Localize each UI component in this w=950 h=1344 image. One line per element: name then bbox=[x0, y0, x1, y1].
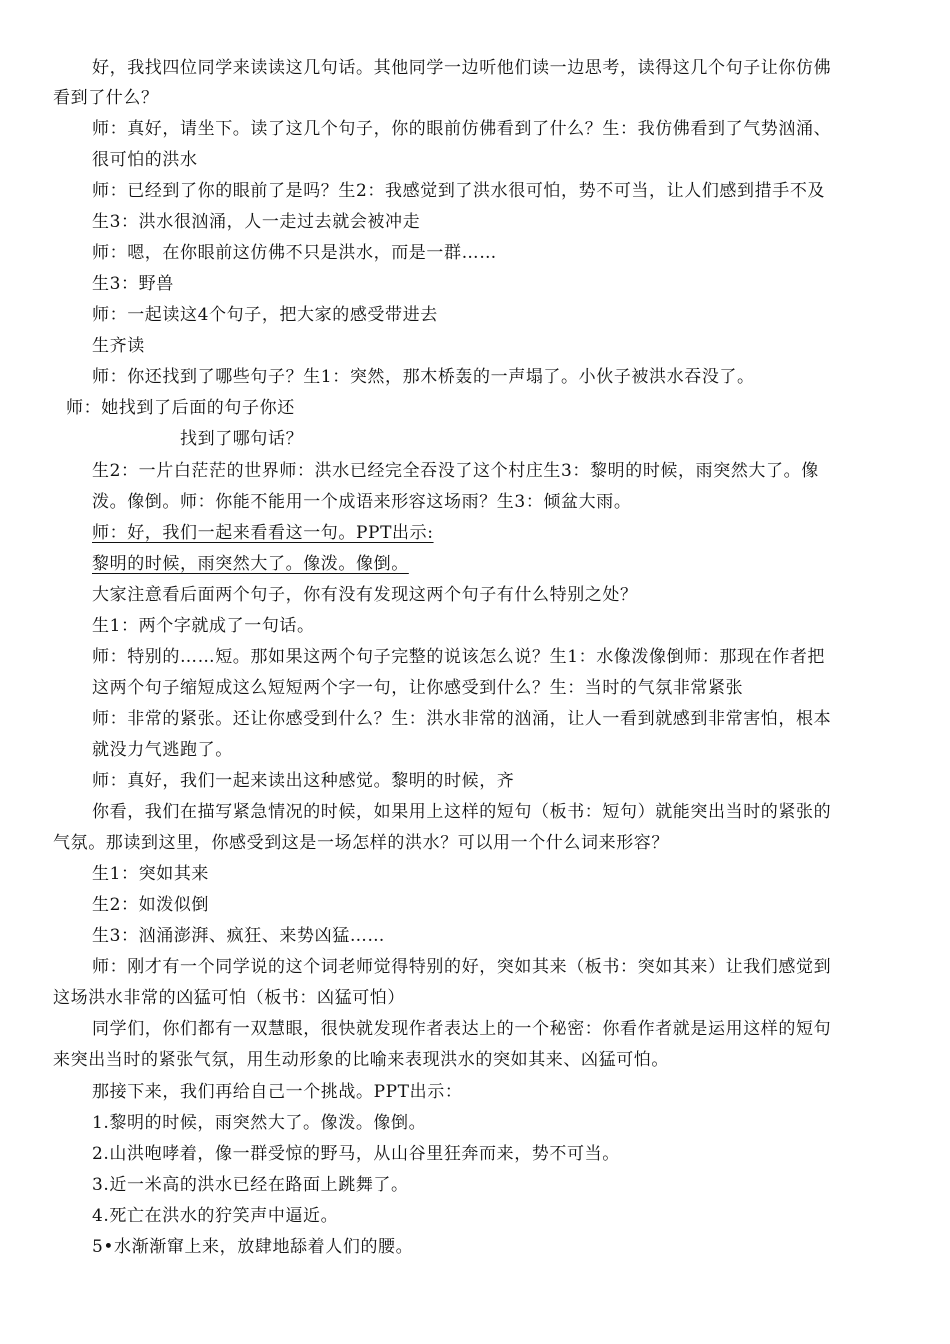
paragraph-line: 师：她找到了后面的句子你还 bbox=[66, 398, 295, 418]
list-item: 4.死亡在洪水的狞笑声中逼近。 bbox=[92, 1206, 339, 1226]
paragraph-line: 生齐读 bbox=[92, 336, 145, 356]
paragraph-line: 生3：洪水很汹涌，人一走过去就会被冲走 bbox=[92, 212, 421, 232]
underlined-line: 师：好，我们一起来看看这一句。PPT出示: bbox=[92, 523, 434, 543]
paragraph-line: 师：特别的……短。那如果这两个句子完整的说该怎么说？生1：水像泼像倒师：那现在作者把 bbox=[92, 647, 826, 667]
paragraph-line: 师：已经到了你的眼前了是吗？生2：我感觉到了洪水很可怕，势不可当，让人们感到措手不及 bbox=[92, 181, 826, 201]
list-item: 3.近一米高的洪水已经在路面上跳舞了。 bbox=[92, 1175, 409, 1195]
paragraph-line: 师：你还找到了哪些句子？生1：突然，那木桥轰的一声塌了。小伙子被洪水吞没了。 bbox=[92, 367, 755, 387]
list-item: 2.山洪咆哮着，像一群受惊的野马，从山谷里狂奔而来，势不可当。 bbox=[92, 1144, 620, 1164]
paragraph-line: 生2：如泼似倒 bbox=[92, 895, 210, 915]
list-item: 5•水渐渐窜上来，放肆地舔着人们的腰。 bbox=[92, 1237, 414, 1257]
paragraph-line: 很可怕的洪水 bbox=[92, 150, 198, 170]
list-item: 1.黎明的时候，雨突然大了。像泼。像倒。 bbox=[92, 1113, 427, 1133]
underlined-line: 黎明的时候，雨突然大了。像泼。像倒。 bbox=[92, 554, 409, 574]
paragraph-line: 同学们，你们都有一双慧眼，很快就发现作者表达上的一个秘密：你看作者就是运用这样的短句 bbox=[92, 1019, 832, 1039]
paragraph-line: 生1：两个字就成了一句话。 bbox=[92, 616, 315, 636]
paragraph-line: 气氛。那读到这里，你感受到这是一场怎样的洪水？可以用一个什么词来形容？ bbox=[53, 833, 669, 853]
paragraph-line: 师：一起读这4个句子，把大家的感受带进去 bbox=[92, 305, 438, 325]
paragraph-line: 这两个句子缩短成这么短短两个字一句，让你感受到什么？生：当时的气氛非常紧张 bbox=[92, 678, 744, 698]
paragraph-line: 生1：突如其来 bbox=[92, 864, 210, 884]
paragraph-line: 师：真好，请坐下。读了这几个句子，你的眼前仿佛看到了什么？生：我仿佛看到了气势汹涌、 bbox=[92, 119, 832, 139]
paragraph-line: 好，我找四位同学来读读这几句话。其他同学一边听他们读一边思考，读得这几个句子让你仿佛 bbox=[92, 58, 832, 78]
paragraph-line: 师：非常的紧张。还让你感受到什么？生：洪水非常的汹涌，让人一看到就感到非常害怕，根本 bbox=[92, 709, 832, 729]
paragraph-line: 生2：一片白茫茫的世界师：洪水已经完全吞没了这个村庄生3：黎明的时候，雨突然大了。像 bbox=[92, 461, 819, 481]
paragraph-line: 大家注意看后面两个句子，你有没有发现这两个句子有什么特别之处？ bbox=[92, 585, 638, 605]
paragraph-line: 看到了什么？ bbox=[53, 88, 159, 108]
paragraph-line: 师：真好，我们一起来读出这种感觉。黎明的时候，齐 bbox=[92, 771, 515, 791]
paragraph-line: 师：嗯，在你眼前这仿佛不只是洪水，而是一群…… bbox=[92, 243, 497, 263]
paragraph-line: 师：刚才有一个同学说的这个词老师觉得特别的好，突如其来（板书：突如其来）让我们感觉到 bbox=[92, 957, 832, 977]
paragraph-line: 就没力气逃跑了。 bbox=[92, 740, 233, 760]
paragraph-line: 你看，我们在描写紧急情况的时候，如果用上这样的短句（板书：短句）就能突出当时的紧张的 bbox=[92, 802, 832, 822]
paragraph-line: 那接下来，我们再给自己一个挑战。PPT出示： bbox=[92, 1082, 463, 1102]
paragraph-line: 生3：汹涌澎湃、疯狂、来势凶猛…… bbox=[92, 926, 386, 946]
paragraph-line: 找到了哪句话？ bbox=[180, 429, 304, 449]
paragraph-line: 泼。像倒。师：你能不能用一个成语来形容这场雨？生3：倾盆大雨。 bbox=[92, 492, 632, 512]
paragraph-line: 这场洪水非常的凶猛可怕（板书：凶猛可怕） bbox=[53, 988, 405, 1008]
paragraph-line: 来突出当时的紧张气氛，用生动形象的比喻来表现洪水的突如其来、凶猛可怕。 bbox=[53, 1050, 669, 1070]
paragraph-line: 生3：野兽 bbox=[92, 274, 174, 294]
